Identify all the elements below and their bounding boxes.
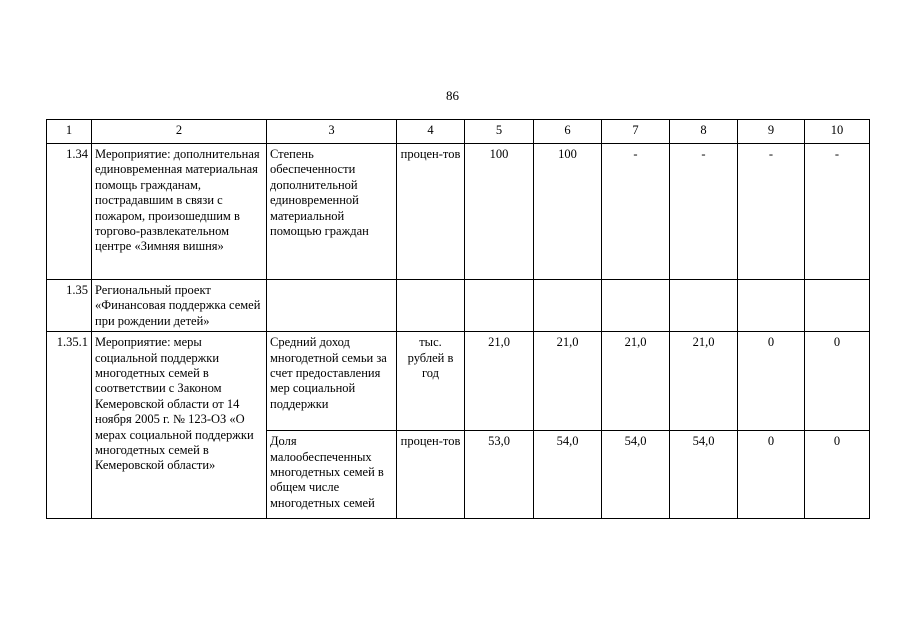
empty-cell [267, 280, 397, 332]
value-cell: 53,0 [465, 431, 534, 519]
value-cell: - [602, 144, 670, 280]
value-cell: - [805, 144, 870, 280]
value-cell: 54,0 [534, 431, 602, 519]
empty-cell [534, 280, 602, 332]
value-cell: 100 [534, 144, 602, 280]
row-number: 1.34 [47, 144, 92, 280]
column-header: 1 [47, 120, 92, 144]
empty-cell [397, 280, 465, 332]
unit-cell: процен-тов [397, 144, 465, 280]
empty-cell [738, 280, 805, 332]
table-row [47, 280, 870, 332]
value-cell: 0 [738, 431, 805, 519]
value-cell: - [738, 144, 805, 280]
value-cell: 21,0 [534, 332, 602, 431]
value-cell: 0 [805, 332, 870, 431]
indicator-name: Средний доход многодетной семьи за счет предоставления мер социальной поддержки [267, 332, 397, 431]
value-cell: 21,0 [670, 332, 738, 431]
column-header: 5 [465, 120, 534, 144]
value-cell: - [670, 144, 738, 280]
column-header: 10 [805, 120, 870, 144]
unit-cell: процен-тов [397, 431, 465, 519]
value-cell: 54,0 [602, 431, 670, 519]
unit-cell: тыс. рублей в год [397, 332, 465, 431]
event-description: Мероприятие: дополнительная единовременная материальная помощь гражданам, пострадавшим в связи с пожаром, произошедшим в торгово-развлекательном центре «Зимняя вишня» [92, 144, 267, 280]
table-header-row [47, 120, 870, 144]
column-header: 2 [92, 120, 267, 144]
column-header: 9 [738, 120, 805, 144]
empty-cell [670, 280, 738, 332]
table-row [47, 332, 870, 431]
empty-cell [465, 280, 534, 332]
program-indicators-table [46, 119, 870, 519]
column-header: 4 [397, 120, 465, 144]
column-header: 7 [602, 120, 670, 144]
table-row [47, 144, 870, 280]
indicator-name: Степень обеспеченности дополнительной единовременной материальной помощью граждан [267, 144, 397, 280]
value-cell: 0 [805, 431, 870, 519]
column-header: 8 [670, 120, 738, 144]
empty-cell [602, 280, 670, 332]
value-cell: 0 [738, 332, 805, 431]
column-header: 6 [534, 120, 602, 144]
project-description: Региональный проект «Финансовая поддержка семей при рождении детей» [92, 280, 267, 332]
empty-cell [805, 280, 870, 332]
value-cell: 21,0 [602, 332, 670, 431]
value-cell: 54,0 [670, 431, 738, 519]
row-number: 1.35 [47, 280, 92, 332]
value-cell: 100 [465, 144, 534, 280]
event-description: Мероприятие: меры социальной поддержки многодетных семей в соответствии с Законом Кемеровской области от 14 ноября 2005 г. № 123-ОЗ «О мерах социальной поддержки многодетных семей в Кемеровской области» [92, 332, 267, 519]
column-header: 3 [267, 120, 397, 144]
value-cell: 21,0 [465, 332, 534, 431]
indicator-name: Доля малообеспеченных многодетных семей в общем числе многодетных семей [267, 431, 397, 519]
page-number: 86 [446, 88, 459, 103]
row-number: 1.35.1 [47, 332, 92, 519]
